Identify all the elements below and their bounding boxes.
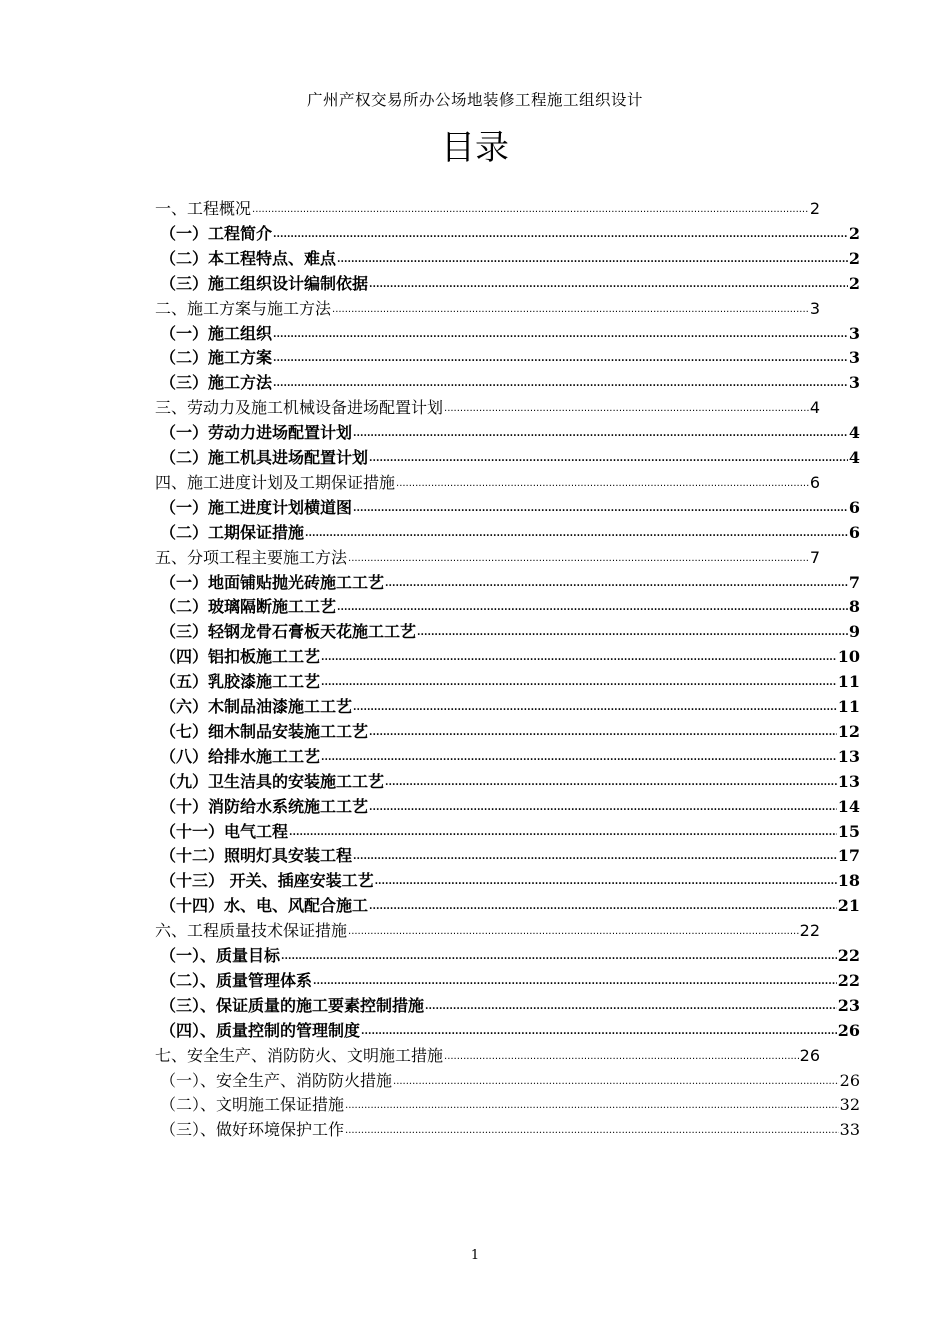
toc-entry[interactable] [160, 1066, 860, 1091]
toc-entry-page: 32 [839, 1095, 860, 1115]
toc-leader-dots [417, 628, 848, 638]
toc-entry[interactable] [160, 667, 860, 692]
toc-leader-dots [289, 828, 837, 838]
toc-entry[interactable] [160, 991, 860, 1016]
toc-entry-text: （二）施工机具进场配置计划 [160, 448, 369, 467]
toc-entry[interactable] [160, 443, 860, 468]
toc-entry-text: （六）木制品油漆施工工艺 [160, 697, 353, 716]
toc-entry-text: （五）乳胶漆施工工艺 [160, 672, 321, 692]
toc-entry-page: 3 [848, 323, 860, 343]
toc-leader-dots [273, 354, 848, 364]
toc-entry[interactable] [160, 518, 860, 543]
toc-leader-dots [361, 1027, 837, 1037]
toc-entry-page: 3 [809, 298, 820, 318]
toc-entry-text: （三）施工方法 [160, 373, 273, 393]
toc-entry[interactable] [160, 219, 860, 244]
toc-entry-text: （一）地面铺贴抛光砖施工工艺 [160, 572, 385, 592]
toc-entry-page: 26 [799, 1045, 820, 1065]
toc-leader-dots [321, 753, 837, 763]
document-header: 广州产权交易所办公场地装修工程施工组织设计 [306, 91, 643, 109]
toc-entry[interactable] [160, 966, 860, 991]
toc-entry-text: （一）施工进度计划横道图 [160, 497, 353, 517]
toc-entry[interactable] [160, 1115, 860, 1140]
toc-leader-dots [348, 927, 799, 937]
toc-entry-text: 一、工程概况 [155, 199, 252, 218]
toc-leader-dots [369, 902, 837, 912]
toc-leader-dots [337, 603, 848, 613]
toc-entry[interactable] [160, 841, 860, 866]
page-number: 1 [470, 1248, 480, 1263]
toc-leader-dots [321, 678, 837, 688]
toc-entry-page: 18 [837, 871, 860, 891]
toc-entry-page: 2 [848, 223, 860, 243]
toc-entry-text: （十）消防给水系统施工工艺 [160, 796, 369, 816]
toc-entry[interactable] [160, 269, 860, 294]
toc-entry-page: 9 [848, 622, 860, 642]
toc-leader-dots [444, 1052, 799, 1062]
toc-entry-text: （二）本工程特点、难点 [160, 248, 337, 268]
toc-entry-page: 8 [848, 597, 860, 617]
toc-leader-dots [369, 803, 837, 813]
toc-entry-text: （三）、保证质量的施工要素控制措施 [160, 995, 425, 1015]
toc-leader-dots [353, 703, 837, 713]
toc-entry-page: 17 [837, 846, 860, 866]
toc-leader-dots [425, 1002, 837, 1012]
toc-entry[interactable] [160, 244, 860, 269]
toc-entry-page: 23 [837, 995, 860, 1015]
toc-entry-text: 六、工程质量技术保证措施 [155, 921, 348, 941]
toc-leader-dots [385, 778, 837, 788]
toc-entry-page: 2 [809, 199, 820, 218]
toc-entry[interactable] [155, 194, 820, 219]
toc-entry-text: （二）、文明施工保证措施 [160, 1095, 345, 1115]
toc-leader-dots [273, 230, 848, 240]
toc-leader-dots [353, 429, 848, 439]
toc-entry[interactable] [160, 368, 860, 393]
toc-entry-page: 22 [837, 946, 860, 965]
toc-leader-dots [385, 579, 848, 589]
toc-entry-text: （二）、质量管理体系 [160, 970, 313, 990]
toc-entry[interactable] [160, 642, 860, 667]
toc-entry-text: （八）给排水施工工艺 [160, 746, 321, 766]
toc-entry-page: 15 [837, 821, 860, 841]
toc-entry[interactable] [160, 866, 860, 891]
toc-entry-text: （三）、做好环境保护工作 [160, 1120, 345, 1140]
toc-entry[interactable] [155, 468, 820, 493]
toc-entry-page: 4 [809, 398, 820, 418]
toc-leader-dots [369, 728, 837, 738]
toc-leader-dots [281, 952, 837, 962]
toc-entry-page: 13 [837, 771, 860, 791]
toc-leader-dots [369, 454, 848, 464]
toc-leader-dots [375, 877, 837, 887]
toc-entry-text: 七、安全生产、消防防火、文明施工措施 [155, 1045, 444, 1065]
toc-entry[interactable] [160, 1090, 860, 1115]
toc-entry-text: 五、分项工程主要施工方法 [155, 547, 348, 567]
toc-leader-dots [332, 305, 809, 315]
toc-entry[interactable] [160, 319, 860, 344]
toc-leader-dots [321, 653, 837, 663]
toc-entry-page: 6 [848, 522, 860, 542]
toc-entry-page: 6 [848, 497, 860, 517]
toc-entry-text: （十二）照明灯具安装工程 [160, 846, 353, 866]
toc-entry[interactable] [160, 343, 860, 368]
toc-entry-page: 2 [848, 273, 860, 293]
toc-entry-text: （一）、质量目标 [160, 946, 281, 965]
toc-entry[interactable] [160, 817, 860, 842]
toc-entry[interactable] [160, 717, 860, 742]
toc-entry[interactable] [155, 294, 820, 319]
toc-entry-page: 6 [809, 472, 820, 492]
toc-entry[interactable] [160, 617, 860, 642]
toc-leader-dots [345, 1101, 839, 1111]
toc-leader-dots [345, 1126, 839, 1136]
toc-entry-text: （二）工期保证措施 [160, 522, 305, 542]
toc-entry[interactable] [155, 1041, 820, 1066]
toc-title: 目录 [441, 128, 509, 168]
toc-entry[interactable] [160, 891, 860, 916]
toc-entry-page: 12 [837, 721, 860, 741]
toc-entry[interactable] [160, 792, 860, 817]
toc-entry-page: 14 [837, 796, 860, 816]
toc-entry-text: （十四）水、电、风配合施工 [160, 896, 369, 916]
toc-entry-text: 二、施工方案与施工方法 [155, 298, 332, 318]
toc-leader-dots [252, 205, 809, 215]
toc-entry[interactable] [155, 916, 820, 941]
toc-entry-text: （三）施工组织设计编制依据 [160, 273, 369, 293]
toc-entry-page: 3 [848, 373, 860, 393]
toc-entry-page: 11 [837, 672, 860, 692]
toc-entry-text: （一）施工组织 [160, 323, 273, 343]
toc-leader-dots [393, 1077, 839, 1087]
toc-entry-page: 13 [837, 746, 860, 766]
toc-leader-dots [273, 330, 848, 340]
toc-entry-text: （七）细木制品安装施工工艺 [160, 721, 369, 741]
toc-entry-text: （一）劳动力进场配置计划 [160, 423, 353, 443]
toc-entry-page: 7 [809, 547, 820, 567]
toc-leader-dots [313, 977, 837, 987]
toc-entry[interactable] [160, 1016, 860, 1041]
toc-entry-page: 22 [837, 970, 860, 990]
toc-entry[interactable] [160, 493, 860, 518]
toc-entry[interactable] [160, 767, 860, 792]
toc-entry-text: （四）铝扣板施工工艺 [160, 647, 321, 667]
toc-entry-page: 2 [848, 248, 860, 268]
toc-entry[interactable] [160, 418, 860, 443]
toc-leader-dots [396, 479, 809, 489]
toc-entry-page: 26 [837, 1020, 860, 1040]
toc-entry-text: （十一）电气工程 [160, 821, 289, 841]
toc-leader-dots [273, 379, 848, 389]
toc-entry-page: 22 [799, 921, 820, 941]
toc-entry[interactable] [160, 742, 860, 767]
toc-entry[interactable] [160, 941, 860, 966]
toc-entry-text: （十三） 开关、插座安装工艺 [160, 871, 374, 891]
toc-entry[interactable] [155, 393, 820, 418]
toc-entry-page: 11 [837, 697, 860, 716]
toc-leader-dots [305, 529, 848, 539]
toc-leader-dots [444, 404, 809, 414]
toc-entry[interactable] [160, 692, 860, 717]
toc-entry-page: 21 [837, 896, 860, 916]
toc-entry-page: 10 [837, 647, 860, 667]
toc-entry[interactable] [160, 568, 860, 593]
toc-leader-dots [369, 280, 848, 290]
toc-entry-text: （三）轻钢龙骨石膏板天花施工工艺 [160, 622, 417, 642]
toc-entry-page: 26 [839, 1070, 860, 1090]
toc-leader-dots [337, 255, 848, 265]
toc-entry[interactable] [160, 592, 860, 617]
toc-entry-page: 4 [848, 423, 860, 443]
toc-entry-page: 7 [848, 572, 860, 592]
toc-entry-text: （二）玻璃隔断施工工艺 [160, 597, 337, 617]
toc-entry-text: 三、劳动力及施工机械设备进场配置计划 [155, 398, 444, 418]
toc-entry-text: （一）、安全生产、消防防火措施 [160, 1070, 393, 1090]
toc-entry[interactable] [155, 543, 820, 568]
toc-entry-text: （四）、质量控制的管理制度 [160, 1020, 361, 1040]
toc-entry-text: （一）工程简介 [160, 223, 273, 243]
toc-leader-dots [353, 852, 837, 862]
toc-entry-text: 四、施工进度计划及工期保证措施 [155, 472, 396, 492]
toc-entry-text: （九）卫生洁具的安装施工工艺 [160, 771, 385, 791]
toc-entry-text: （二）施工方案 [160, 348, 273, 368]
toc-entry-page: 4 [848, 448, 860, 467]
toc-entry-page: 33 [839, 1120, 860, 1140]
toc-leader-dots [348, 554, 809, 564]
toc-leader-dots [353, 504, 848, 514]
toc-entry-page: 3 [848, 348, 860, 368]
